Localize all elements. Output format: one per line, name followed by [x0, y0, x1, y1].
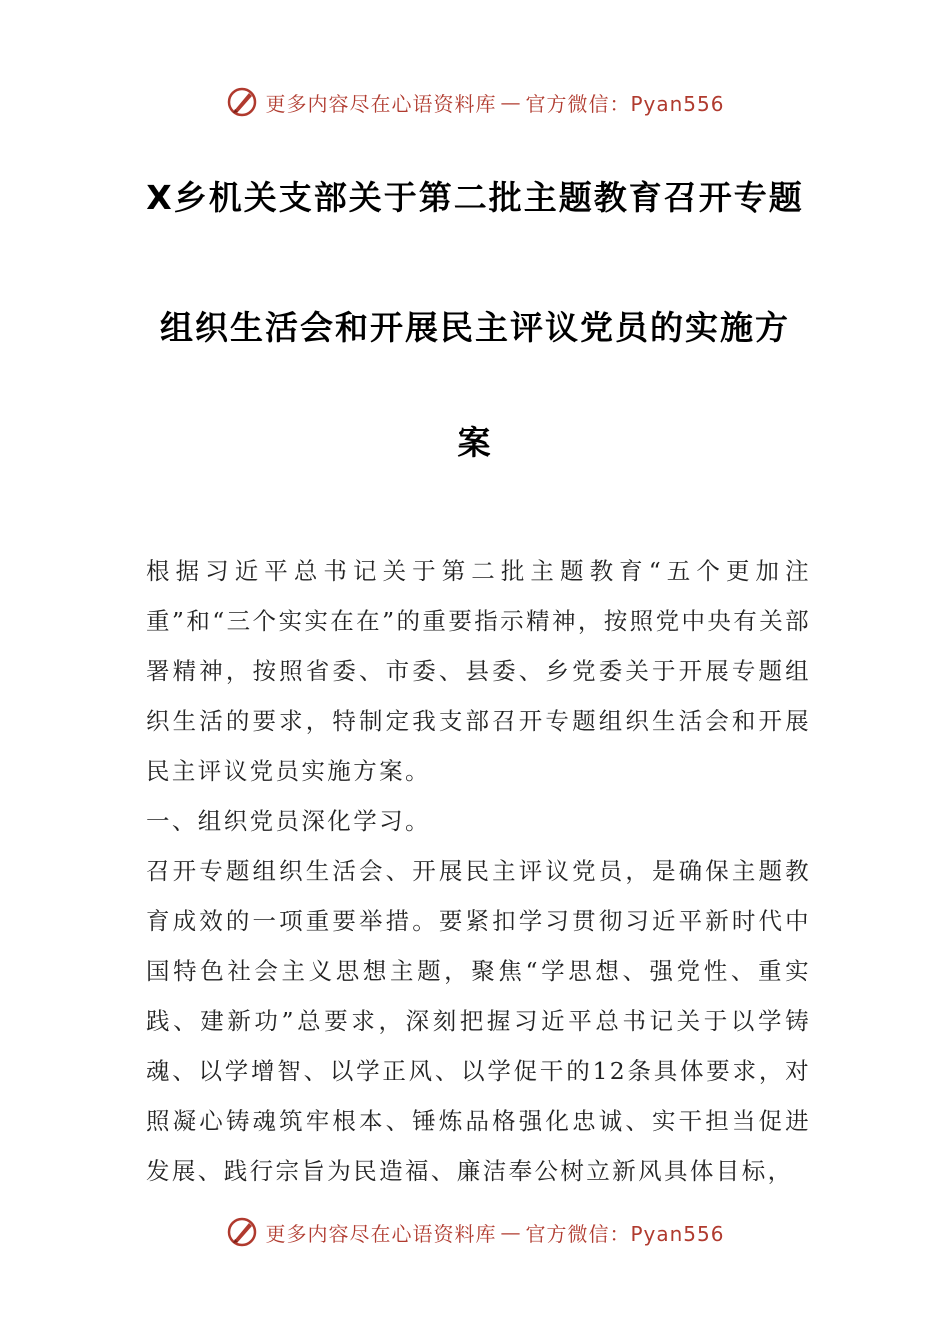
banner-separator: —: [500, 1220, 522, 1244]
document-body: [146, 546, 811, 1196]
section-paragraph-1: 召开专题组织生活会、开展民主评议党员，是确保主题教育成效的一项重要举措。要紧扣学习贯彻习近平新时代中国特色社会主义思想主题，聚焦“学思想、强党性、重实践、建新功”总要求，深刻把握习近平总书记关于以学铸魂、以学增智、以学正风、以学促干的12条具体要求，对照凝心铸魂筑牢根本、锤炼品格强化忠诚、实干担当促进发展、践行宗旨为民造福、廉洁奉公树立新风具体目标，: [146, 857, 811, 1185]
section-heading-1: 一、组织党员深化学习。: [146, 807, 431, 835]
intro-paragraph: 根据习近平总书记关于第二批主题教育“五个更加注重”和“三个实实在在”的重要指示精神，按照党中央有关部署精神，按照省委、市委、县委、乡党委关于开展专题组织生活的要求，特制定我支部召开专题组织生活会和开展民主评议党员实施方案。: [146, 557, 811, 785]
document-title-line-1: X乡机关支部关于第二批主题教育召开专题: [146, 178, 804, 217]
pen-circle-icon: [225, 85, 259, 119]
banner-brand: 更多内容尽在心语资料库: [265, 91, 497, 116]
header-watermark-banner: [0, 82, 950, 122]
document-title-line-2: 组织生活会和开展民主评议党员的实施方: [160, 308, 790, 347]
banner-wechat: 官方微信：Pyan556: [525, 91, 725, 116]
pen-circle-icon: [225, 1215, 259, 1249]
banner-separator: —: [500, 90, 522, 114]
footer-watermark-banner: [0, 1212, 950, 1252]
banner-brand: 更多内容尽在心语资料库: [265, 1221, 497, 1246]
banner-wechat: 官方微信：Pyan556: [525, 1221, 725, 1246]
document-title-line-3: 案: [457, 423, 493, 462]
